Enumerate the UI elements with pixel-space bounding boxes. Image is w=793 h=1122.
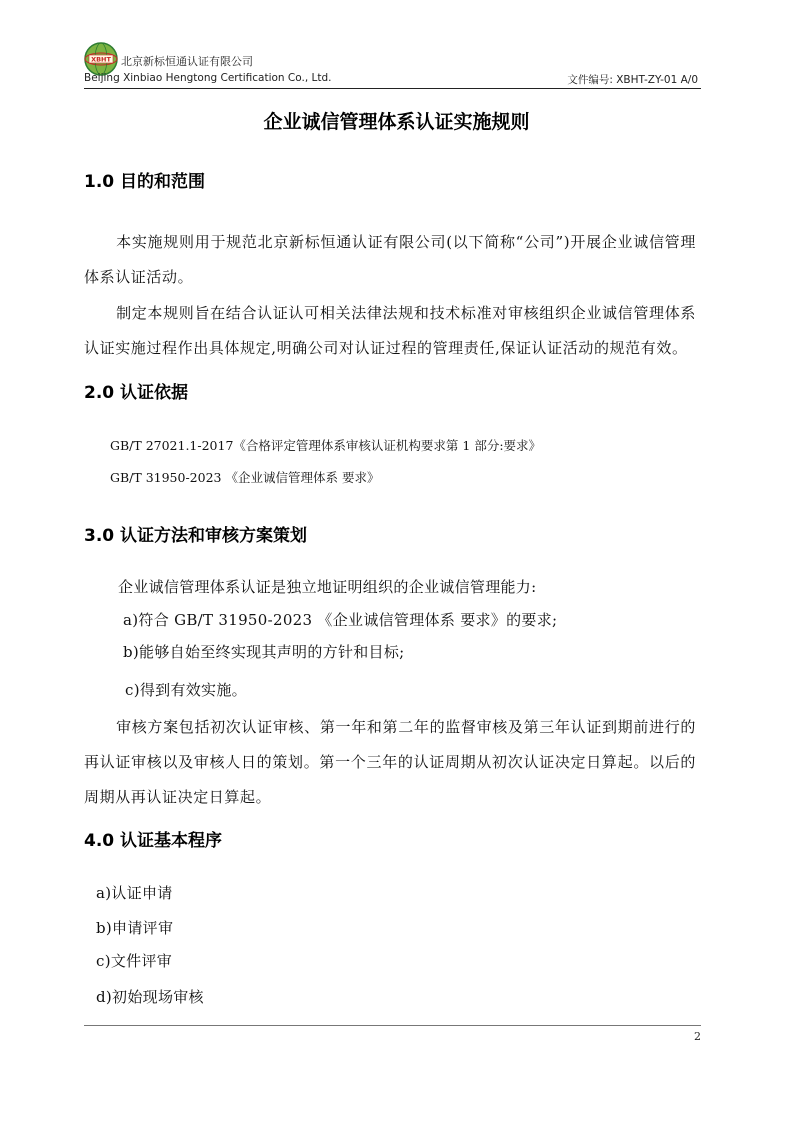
header-divider: [84, 88, 701, 89]
section-heading-2: 2.0 认证依据: [84, 383, 189, 403]
section-heading-1: 1.0 目的和范围: [84, 172, 206, 192]
list-item: c)得到有效实施。: [125, 681, 247, 699]
paragraph-text: 制定本规则旨在结合认证认可相关法律法规和技术标准对审核组织企业诚信管理体系认证实施过程作出具体规定,明确公司对认证过程的管理责任,保证认证活动的规范有效。: [84, 304, 696, 357]
procedure-item: d)初始现场审核: [96, 988, 204, 1006]
section-heading-3: 3.0 认证方法和审核方案策划: [84, 526, 308, 546]
reference-standard-2: GB/T 31950-2023 《企业诚信管理体系 要求》: [110, 470, 380, 485]
section-heading-4: 4.0 认证基本程序: [84, 831, 223, 851]
company-logo: [84, 42, 118, 76]
reference-standard-1: GB/T 27021.1-2017《合格评定管理体系审核认证机构要求第 1 部分:要求》: [110, 438, 542, 453]
paragraph-text: 本实施规则用于规范北京新标恒通认证有限公司(以下简称“公司”)开展企业诚信管理体系认证活动。: [84, 233, 696, 286]
svg-text:XBHT: XBHT: [91, 55, 111, 64]
company-name-cn: 北京新标恒通认证有限公司: [121, 55, 253, 68]
procedure-item: c)文件评审: [96, 952, 173, 970]
document-number: 文件编号: XBHT-ZY-01 A/0: [567, 74, 698, 86]
procedure-item: a)认证申请: [96, 884, 173, 902]
procedure-item: b)申请评审: [96, 919, 174, 937]
paragraph-text: 审核方案包括初次认证审核、第一年和第二年的监督审核及第三年认证到期前进行的再认证审核以及审核人日的策划。第一个三年的认证周期从初次认证决定日算起。以后的周期从再认证决定日算起。: [84, 718, 696, 806]
list-item: a)符合 GB/T 31950-2023 《企业诚信管理体系 要求》的要求;: [123, 611, 558, 629]
section-3-paragraph-2: [84, 710, 696, 815]
document-title: 企业诚信管理体系认证实施规则: [263, 111, 530, 133]
section-3-intro: 企业诚信管理体系认证是独立地证明组织的企业诚信管理能力:: [118, 578, 537, 596]
list-item: b)能够自始至终实现其声明的方针和目标;: [123, 643, 405, 661]
footer-divider: [84, 1025, 701, 1026]
section-1-paragraph-1: [84, 225, 696, 295]
company-name-en: Beijing Xinbiao Hengtong Certification Co., Ltd.: [84, 72, 332, 84]
section-1-paragraph-2: [84, 296, 696, 366]
page-number: 2: [694, 1030, 701, 1043]
